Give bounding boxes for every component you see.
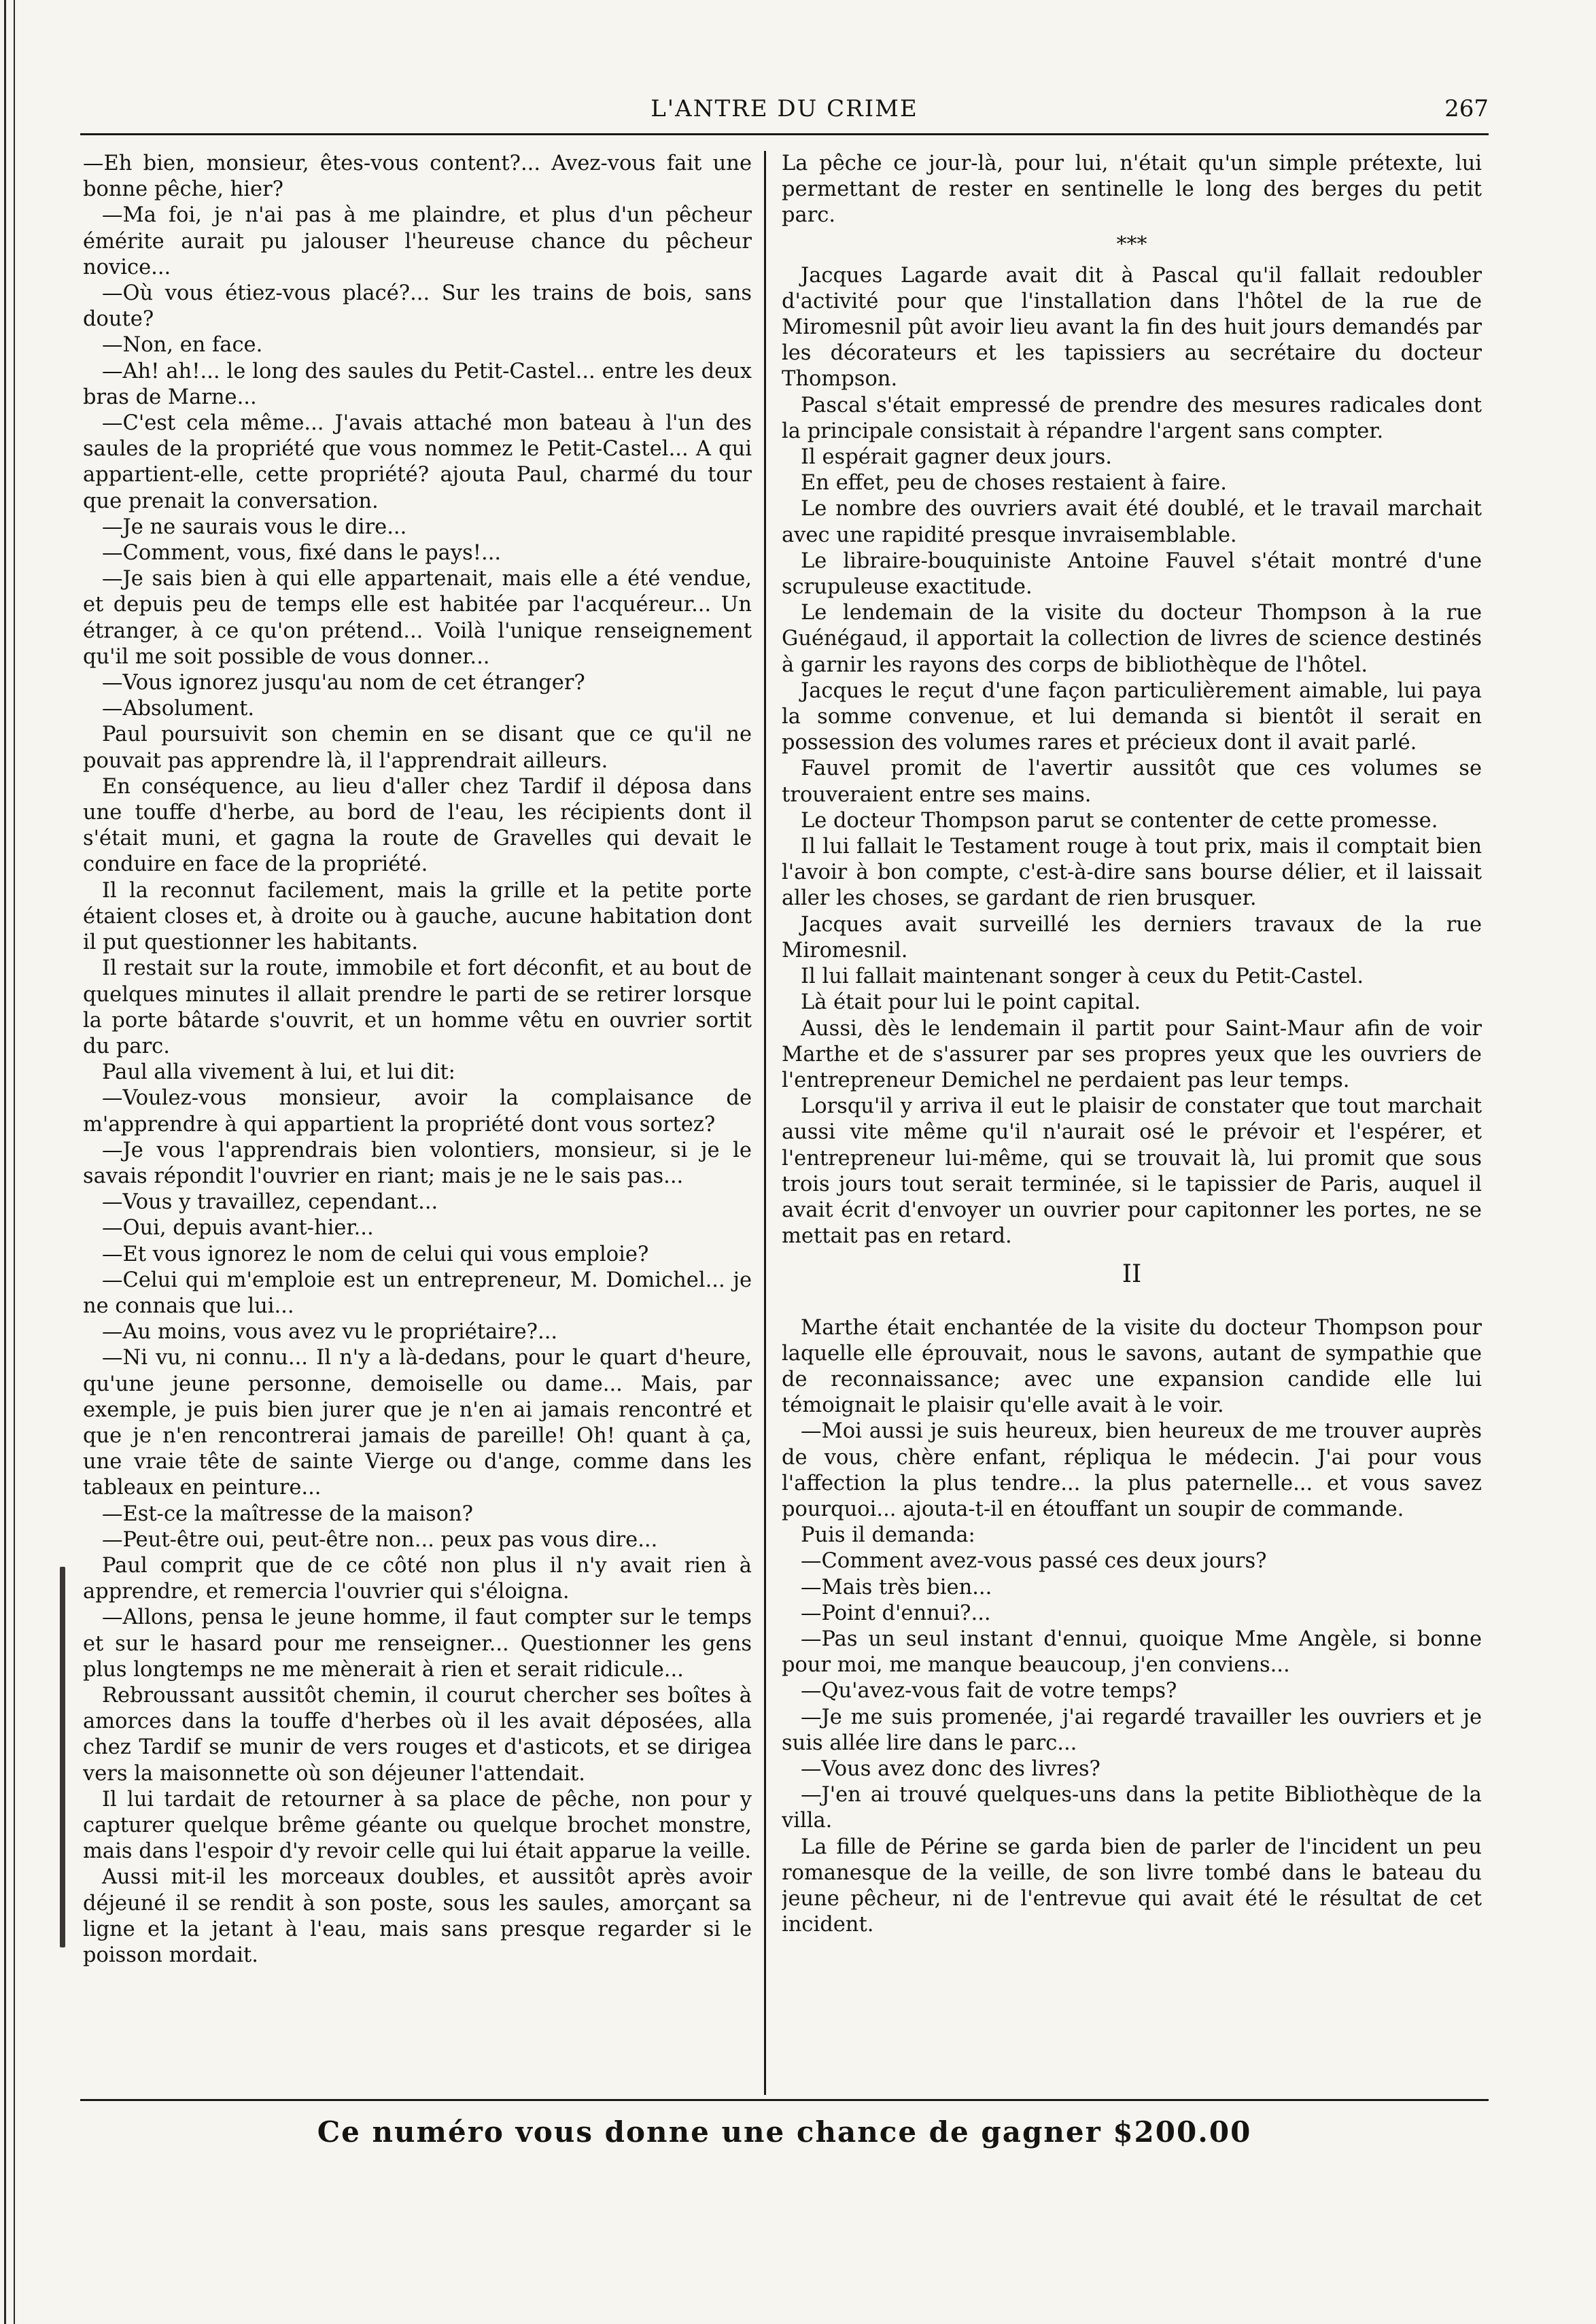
paragraph: Paul alla vivement à lui, et lui dit: (102, 1060, 455, 1085)
paragraph: —Vous ignorez jusqu'au nom de cet étranger? (102, 671, 585, 695)
paragraph: Marthe était enchantée de la visite du docteur Thompson pour laquelle elle éprouvait, nous le savons, autant de sympathie que de reconnaissance; avec une expansion candide elle lui témoignait le plaisir qu'elle avait à le voir. (782, 1315, 1482, 1418)
paragraph: —Je me suis promenée, j'ai regardé travailler les ouvriers et je suis allée lire dans le parc... (782, 1705, 1482, 1755)
column-divider (764, 151, 766, 2095)
paragraph: —Comment avez-vous passé ces deux jours? (801, 1549, 1267, 1574)
paragraph: Il espérait gagner deux jours. (801, 445, 1112, 470)
paragraph: La fille de Périne se garda bien de parler de l'incident un peu romanesque de la veille, de son livre tombé dans le bateau du jeune pêcheur, ni de l'entrevue qui avait été le résultat de cet incident. (782, 1835, 1482, 1937)
paragraph: —Comment, vous, fixé dans le pays!... (102, 541, 502, 566)
paragraph: La pêche ce jour-là, pour lui, n'était qu'un simple prétexte, lui permettant de rester en sentinelle le long des berges du petit parc. (782, 152, 1482, 228)
paragraph: Aussi mit-il les morceaux doubles, et aussitôt après avoir déjeuné il se rendit à son poste, sous les saules, amorçant sa ligne et la jetant à l'eau, mais sans presque regarder si le poisson mordait. (83, 1865, 752, 1968)
paragraph: —Mais très bien... (801, 1575, 992, 1599)
margin-smudge (60, 1567, 65, 1947)
paragraph: —Vous avez donc des livres? (801, 1756, 1100, 1781)
paragraph: Le docteur Thompson parut se contenter de cette promesse. (801, 808, 1438, 833)
paragraph: —Non, en face. (102, 333, 263, 358)
paragraph: —Est-ce la maîtresse de la maison? (102, 1502, 474, 1526)
paragraph: Puis il demanda: (801, 1523, 975, 1548)
paragraph: Paul comprit que de ce côté non plus il n'y avait rien à apprendre, et remercia l'ouvrier qui s'éloigna. (83, 1553, 752, 1604)
paragraph: Il lui fallait maintenant songer à ceux du Petit-Castel. (801, 965, 1364, 989)
paragraph: —Celui qui m'emploie est un entrepreneur, M. Domichel... je ne connais que lui... (83, 1268, 752, 1318)
paragraph: —Je vous l'apprendrais bien volontiers, monsieur, si je le savais répondit l'ouvrier en riant; mais je ne le sais pas... (83, 1138, 752, 1188)
paragraph: En effet, peu de choses restaient à faire. (801, 471, 1227, 496)
page-number: 267 (1444, 95, 1489, 122)
paragraph: Là était pour lui le point capital. (801, 990, 1141, 1015)
section-break-asterism: *** (1116, 232, 1147, 256)
paragraph: Il restait sur la route, immobile et fort déconfit, et au bout de quelques minutes il allait prendre le parti de se retirer lorsque la porte bâtarde s'ouvrit, et un homme vêtu en ouvrier sortit du parc. (83, 956, 752, 1058)
running-head (80, 95, 1489, 126)
paragraph: Pascal s'était empressé de prendre des mesures radicales dont la principale consistait à répandre l'argent sans compter. (782, 393, 1482, 443)
paragraph: Rebroussant aussitôt chemin, il courut chercher ses boîtes à amorces dans la touffe d'herbes où il les avait déposées, alla chez Tardif se munir de vers rouges et d'asticots, et se dirigea vers la maisonnette où son déjeuner l'attendait. (83, 1683, 752, 1786)
paragraph: Paul poursuivit son chemin en se disant que ce qu'il ne pouvait pas apprendre là, il l'apprendrait ailleurs. (83, 723, 752, 773)
paragraph: Il lui tardait de retourner à sa place de pêche, non pour y capturer quelque brême géante ou quelque brochet monstre, mais dans l'espoir d'y revoir celle qui lui était apparue la veille. (83, 1787, 752, 1864)
paragraph: Lorsqu'il y arriva il eut le plaisir de constater que tout marchait aussi vite même qu'il n'aurait osé le prévoir et l'espérer, et l'entrepreneur lui-même, qui se trouvait là, lui promit que sous trois jours tout serait terminée, si le tapissier de Paris, auquel il avait écrit d'envoyer un ouvrier pour capitonner les portes, ne se mettait pas en retard. (782, 1094, 1482, 1249)
header-rule (80, 133, 1489, 135)
paragraph: —Au moins, vous avez vu le propriétaire?... (102, 1320, 558, 1345)
paragraph: —Eh bien, monsieur, êtes-vous content?... Avez-vous fait une bonne pêche, hier? (83, 152, 752, 202)
binding-margin-line (4, 0, 6, 2324)
paragraph: —Ah! ah!... le long des saules du Petit-Castel... entre les deux bras de Marne... (83, 359, 752, 409)
paragraph: —Qu'avez-vous fait de votre temps? (801, 1679, 1177, 1703)
paragraph: —C'est cela même... J'avais attaché mon bateau à l'un des saules de la propriété que vous nommez le Petit-Castel... A qui appartient-elle, cette propriété? ajouta Paul, charmé du tour que prenait la conversation. (83, 411, 752, 513)
paragraph: —Où vous étiez-vous placé?... Sur les trains de bois, sans doute? (83, 281, 752, 332)
paragraph: —Et vous ignorez le nom de celui qui vous emploie? (102, 1242, 649, 1266)
paragraph: —Ni vu, ni connu... Il n'y a là-dedans, pour le quart d'heure, qu'une jeune personne, demoiselle ou dame... Mais, par exemple, je puis bien jurer que je n'en ai jamais rencontré et que je n'en rencontrerai jamais de pareille! Oh! quant à ça, une vraie tête de sainte Vierge ou d'ange, comme dans les tableaux en peinture... (83, 1346, 752, 1500)
paragraph: Aussi, dès le lendemain il partit pour Saint-Maur afin de voir Marthe et de s'assurer par ses propres yeux que les ouvriers de l'entrepreneur Demichel ne perdaient pas leur temps. (782, 1016, 1482, 1092)
paragraph: —Voulez-vous monsieur, avoir la complaisance de m'apprendre à qui appartient la propriété dont vous sortez? (83, 1086, 752, 1137)
running-title: L'ANTRE DU CRIME (650, 95, 918, 122)
footer-rule (80, 2099, 1489, 2101)
paragraph: En conséquence, au lieu d'aller chez Tardif il déposa dans une touffe d'herbe, au bord de l'eau, les récipients dont il s'était muni, et gagna la route de Gravelles qui devait le conduire en face de la propriété. (83, 774, 752, 877)
paragraph: —Absolument. (102, 697, 255, 721)
prize-notice: Ce numéro vous donne une chance de gagner $200.00 (317, 2115, 1252, 2149)
paragraph: —Oui, depuis avant-hier... (102, 1216, 374, 1241)
paragraph: —Allons, pensa le jeune homme, il faut compter sur le temps et sur le hasard pour me renseigner... Questionner les gens plus longtemps ne me mènerait à rien et serait ridicule... (83, 1606, 752, 1682)
paragraph: —Je sais bien à qui elle appartenait, mais elle a été vendue, et depuis peu de temps elle est habitée par l'acquéreur... Un étranger, à ce qu'on prétend... Voilà l'unique renseignement qu'il me soit possible de vous donner... (83, 567, 752, 669)
paragraph: Il la reconnut facilement, mais la grille et la petite porte étaient closes et, à droite ou à gauche, aucune habitation dont il put questionner les habitants. (83, 878, 752, 955)
paragraph: Jacques Lagarde avait dit à Pascal qu'il fallait redoubler d'activité pour que l'installation dans l'hôtel de la rue de Miromesnil pût avoir lieu avant la fin des huit jours demandés par les décorateurs et les tapissiers au secrétaire du docteur Thompson. (782, 263, 1482, 392)
paragraph: —Je ne saurais vous le dire... (102, 515, 407, 539)
right-column (782, 151, 1482, 2088)
paragraph: Il lui fallait le Testament rouge à tout prix, mais il comptait bien l'avoir à bon compte, c'est-à-dire sans bourse délier, et il laissait aller les choses, se gardant de rien brusquer. (782, 835, 1482, 911)
paragraph: —Pas un seul instant d'ennui, quoique Mme Angèle, si bonne pour moi, me manque beaucoup, j'en conviens... (782, 1627, 1482, 1678)
binding-margin-line (14, 0, 15, 2324)
paragraph: —Peut-être oui, peut-être non... peux pas vous dire... (102, 1527, 658, 1552)
paragraph: —Point d'ennui?... (801, 1601, 991, 1625)
left-column (83, 151, 752, 2088)
paragraph: Le libraire-bouquiniste Antoine Fauvel s'était montré d'une scrupuleuse exactitude. (782, 549, 1482, 600)
chapter-section-numeral: II (1122, 1260, 1142, 1289)
paragraph: Le lendemain de la visite du docteur Thompson à la rue Guénégaud, il apportait la collection de livres de science destinés à garnir les rayons des corps de bibliothèque de l'hôtel. (782, 601, 1482, 677)
paragraph: Le nombre des ouvriers avait été doublé, et le travail marchait avec une rapidité presque invraisemblable. (782, 497, 1482, 547)
paragraph: Fauvel promit de l'avertir aussitôt que ces volumes se trouveraient entre ses mains. (782, 757, 1482, 807)
paragraph: —Vous y travaillez, cependant... (102, 1190, 438, 1215)
paragraph: —Moi aussi je suis heureux, bien heureux de me trouver auprès de vous, chère enfant, répliqua le médecin. J'ai pour vous l'affection la plus tendre... la plus paternelle... et vous savez pourquoi... ajouta-t-il en étouffant un soupir de commande. (782, 1419, 1482, 1521)
paragraph: Jacques avait surveillé les derniers travaux de la rue Miromesnil. (782, 912, 1482, 962)
paragraph: Jacques le reçut d'une façon particulièrement aimable, lui paya la somme convenue, et lui demanda si bientôt il serait en possession des volumes rares et précieux dont il avait parlé. (782, 678, 1482, 755)
paragraph: —Ma foi, je n'ai pas à me plaindre, et plus d'un pêcheur émérite aurait pu jalouser l'heureuse chance du pêcheur novice... (83, 203, 752, 279)
paragraph: —J'en ai trouvé quelques-uns dans la petite Bibliothèque de la villa. (782, 1783, 1482, 1833)
